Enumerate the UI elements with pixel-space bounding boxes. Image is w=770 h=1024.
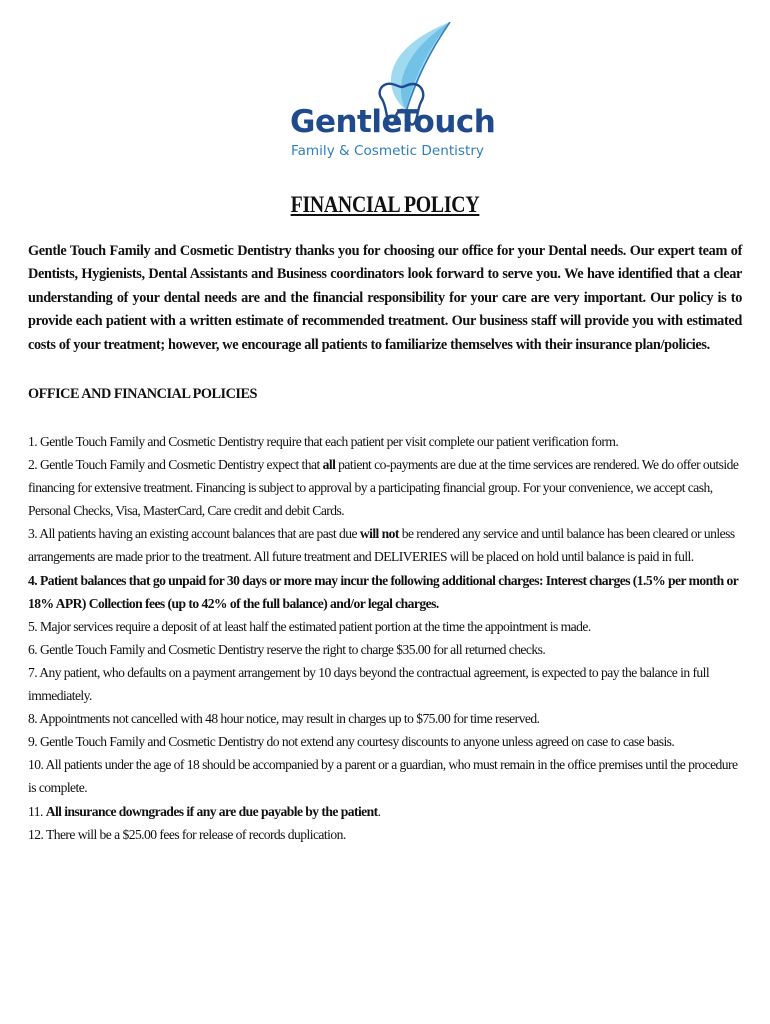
intro-paragraph: Gentle Touch Family and Cosmetic Dentistry thanks you for choosing our office for your Dental needs. Our expert team of Dentists, Hygienists, Dental Assistants and Business coordinators look forward to serve you. We have identified that a clear understanding of your dental needs are and the financial responsibility for your care are very important. Our policy is to provide each patient with a written estimate of recommended treatment. Our business staff will provide you with estimated costs of your treatment; however, we encourage all patients to familiarize themselves with their insurance plan/policies.: [28, 243, 742, 353]
logo-tagline: Family & Cosmetic Dentistry: [291, 143, 484, 159]
logo-word-touch: Touch: [397, 104, 496, 140]
policy-item: 5. Major services require a deposit of at least half the estimated patient portion at the time the appointment is made.: [28, 618, 591, 634]
policy-emphasis: all: [322, 457, 336, 473]
policy-item: [28, 569, 742, 615]
section-heading: OFFICE AND FINANCIAL POLICIES: [28, 386, 257, 402]
policy-item: 8. Appointments not cancelled with 48 hour notice, may result in charges up to $75.00 for time reserved.: [28, 711, 540, 727]
policy-item: 10. All patients under the age of 18 should be accompanied by a parent or a guardian, who must remain in the office premises until the procedure is complete.: [28, 757, 738, 796]
policy-item: 11. All insurance downgrades if any are due payable by the patient.: [28, 803, 381, 819]
policy-item: 9. Gentle Touch Family and Cosmetic Dentistry do not extend any courtesy discounts to anyone unless agreed on case to case basis.: [28, 734, 675, 750]
policy-emphasis: 4. Patient balances that go unpaid for 30 days or more may incur the following additional charges: Interest charges (1.5% per month or 18% APR) Collection fees (up to 42% of the full balance) and/or legal charges.: [28, 572, 738, 611]
policy-item: 1. Gentle Touch Family and Cosmetic Dentistry require that each patient per visit complete our patient verification form.: [28, 434, 619, 449]
logo-word-gentle: Gentle: [290, 104, 403, 140]
policy-item: 12. There will be a $25.00 fees for release of records duplication.: [28, 826, 346, 842]
policy-item: 3. All patients having an existing account balances that are past due will not be rendered any service and until balance has been cleared or unless arrangements are made prior to the treatment. All future treatment and DELIVERIES will be placed on hold until balance is paid in full.: [28, 526, 735, 565]
policy-item: 7. Any patient, who defaults on a payment arrangement by 10 days beyond the contractual agreement, is expected to pay the balance in full immediately.: [28, 664, 710, 704]
policy-emphasis: All insurance downgrades if any are due payable by the patient: [45, 803, 378, 819]
policy-emphasis: will not: [359, 526, 399, 542]
policy-item: 2. Gentle Touch Family and Cosmetic Dentistry expect that all patient co-payments are due at the time services are rendered. We do offer outside financing for extensive treatment. Financing is subject to approval by a participating financial group. For your convenience, we accept cash, Personal Checks, Visa, MasterCard, Care credit and debit Cards.: [28, 457, 739, 519]
policy-item: 6. Gentle Touch Family and Cosmetic Dentistry reserve the right to charge $35.00 for all returned checks.: [28, 641, 546, 657]
company-logo: [284, 22, 494, 167]
document-title: FINANCIAL POLICY: [290, 192, 480, 217]
policy-list: [28, 430, 742, 846]
